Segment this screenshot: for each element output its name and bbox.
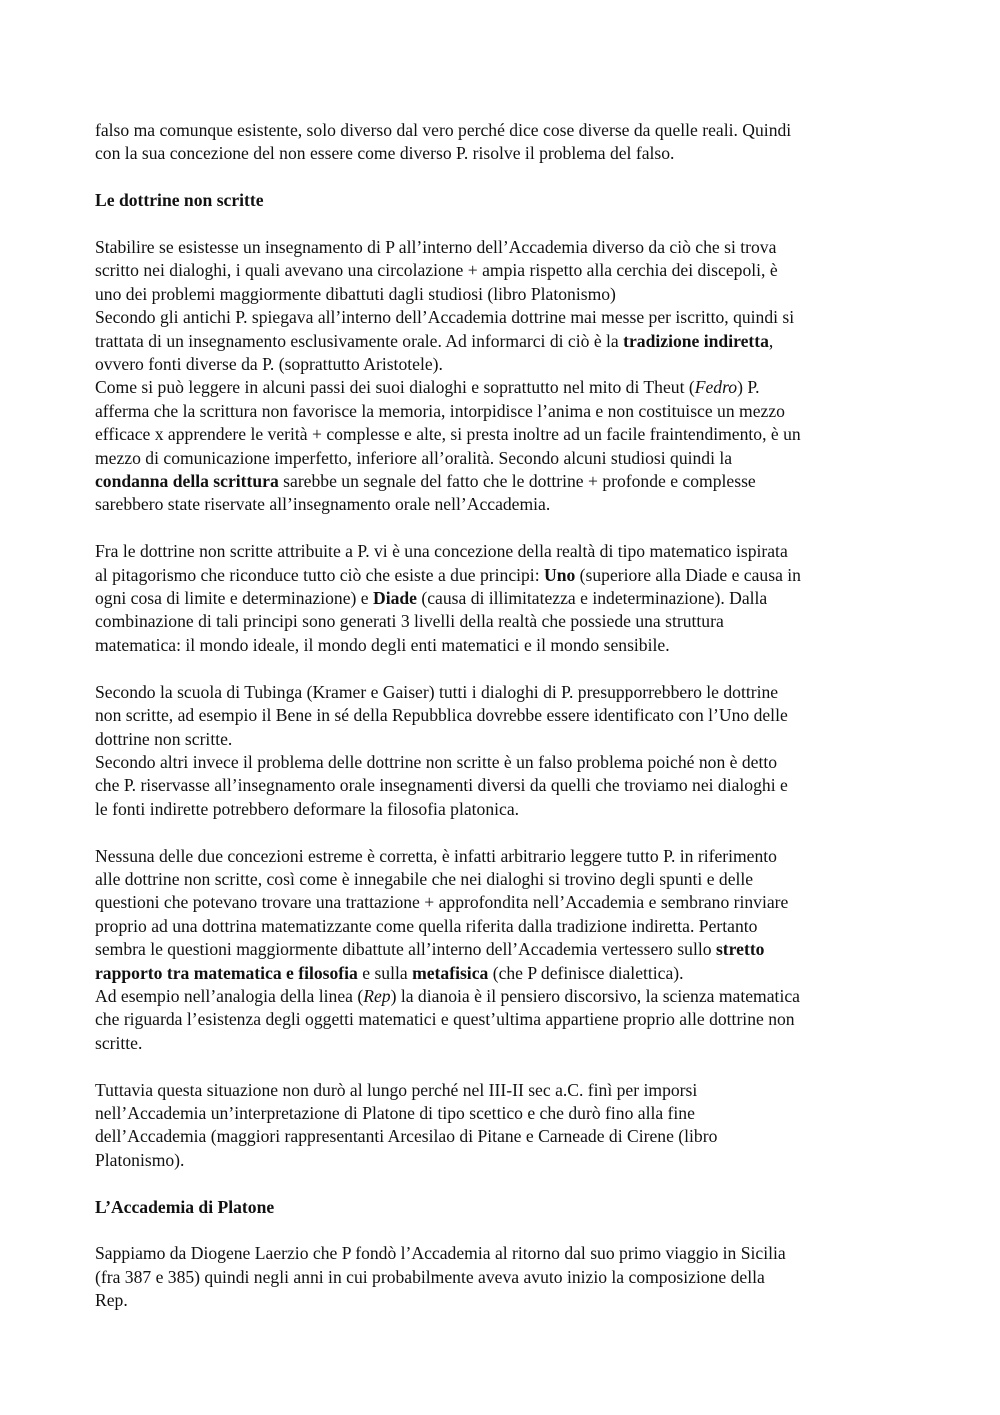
text-line: sembra le questioni maggiormente dibattute all’interno dell’Accademia vertessero sullo stretto — [95, 939, 765, 960]
bold-term: stretto — [715, 939, 765, 960]
text-line: che P. riservasse all’insegnamento orale insegnamenti diversi da quelli che troviamo nei dialoghi e — [95, 775, 788, 796]
text-line: alle dottrine non scritte, così come è innegabile che nei dialoghi si trovino degli spunti e delle — [95, 868, 754, 889]
text-line: condanna della scrittura sarebbe un segnale del fatto che le dottrine + profonde e complesse — [95, 471, 756, 492]
text-line: rapporto tra matematica e filosofia e sulla metafisica (che P definisce dialettica). — [95, 962, 684, 983]
text-line: Ad esempio nell’analogia della linea (Rep) la dianoia è il pensiero discorsivo, la scienza matematica — [95, 985, 800, 1006]
paragraph-tubinga — [95, 681, 915, 821]
text-line: falso ma comunque esistente, solo diverso dal vero perché dice cose diverse da quelle reali. Quindi — [95, 120, 792, 140]
bold-term: Uno — [543, 564, 576, 585]
text-line: al pitagorismo che riconduce tutto ciò che esiste a due principi: Uno (superiore alla Diade e causa in — [95, 564, 801, 585]
text-line: Platonismo). — [95, 1149, 185, 1170]
text-line: con la sua concezione del non essere come diverso P. risolve il problema del falso. — [95, 143, 675, 164]
paragraph-principi — [95, 540, 915, 657]
text-line: uno dei problemi maggiormente dibattuti dagli studiosi (libro Platonismo) — [95, 283, 616, 304]
text-line: Fra le dottrine non scritte attribuite a P. vi è una concezione della realtà di tipo matematico ispirata — [95, 541, 788, 562]
text-line: nell’Accademia un’interpretazione di Platone di tipo scettico e che durò fino alla fine — [95, 1102, 695, 1123]
bold-term: condanna della scrittura — [95, 471, 279, 492]
text-line: afferma che la scrittura non favorisce la memoria, intorpidisce l’anima e non costituisce un mezzo — [95, 400, 785, 421]
text-line: Secondo altri invece il problema delle dottrine non scritte è un falso problema poiché non è detto — [95, 751, 778, 772]
bold-term: tradizione indiretta — [623, 330, 769, 351]
text-line: non scritte, ad esempio il Bene in sé della Repubblica dovrebbe essere identificato con l’Uno delle — [95, 705, 788, 726]
text-line: Sappiamo da Diogene Laerzio che P fondò l’Accademia al ritorno dal suo primo viaggio in Sicilia — [95, 1243, 786, 1264]
paragraph-scettico — [95, 1079, 915, 1173]
text-line: Nessuna delle due concezioni estreme è corretta, è infatti arbitrario leggere tutto P. in riferimento — [95, 845, 777, 866]
text-line: trattata di un insegnamento esclusivamente orale. Ad informarci di ciò è la tradizione indiretta, — [95, 330, 774, 351]
text-line: dottrine non scritte. — [95, 728, 233, 749]
text-line: Stabilire se esistesse un insegnamento di P all’interno dell’Accademia diverso da ciò che si trova — [95, 237, 777, 257]
text-line: proprio ad una dottrina matematizzante come quella riferita dalla tradizione indiretta. Pertanto — [95, 915, 758, 936]
italic-term: Fedro — [694, 377, 738, 398]
text-line: Rep. — [95, 1290, 128, 1311]
text-line: le fonti indirette potrebbero deformare la filosofia platonica. — [95, 798, 520, 819]
text-line: scritto nei dialoghi, i quali avevano una circolazione + ampia rispetto alla cerchia dei discepoli, è — [95, 260, 778, 281]
section-heading-accademia: L’Accademia di Platone — [95, 1196, 275, 1217]
italic-term: Rep — [363, 985, 391, 1006]
text-line: Come si può leggere in alcuni passi dei suoi dialoghi e soprattutto nel mito di Theut (Fedro) P. — [95, 377, 760, 398]
text-line: Secondo gli antichi P. spiegava all’interno dell’Accademia dottrine mai messe per iscritto, quindi si — [95, 307, 795, 328]
paragraph-concezioni — [95, 845, 915, 1056]
section-heading-dottrine: Le dottrine non scritte — [95, 190, 264, 211]
text-line: questioni che potevano trovare una trattazione + approfondita nell’Accademia e sembrano rinviare — [95, 892, 789, 913]
text-line: combinazione di tali principi sono generati 3 livelli della realtà che possiede una struttura — [95, 611, 724, 632]
text-line: efficace x apprendere le verità + complesse e alte, si presta inoltre ad un facile fraintendimento, è un — [95, 424, 801, 445]
text-line: ogni cosa di limite e determinazione) e Diade (causa di illimitatezza e indeterminazione). Dalla — [95, 588, 768, 609]
paragraph-antichi — [95, 306, 915, 376]
text-line: matematica: il mondo ideale, il mondo degli enti matematici e il mondo sensibile. — [95, 634, 670, 655]
text-line: Tuttavia questa situazione non durò al lungo perché nel III-II sec a.C. finì per imporsi — [95, 1079, 698, 1100]
paragraph-scrittura — [95, 376, 915, 516]
text-line: (fra 387 e 385) quindi negli anni in cui probabilmente aveva avuto inizio la composizione della — [95, 1266, 765, 1287]
text-line: scritte. — [95, 1032, 143, 1053]
text-line: ovvero fonti diverse da P. (soprattutto Aristotele). — [95, 354, 443, 375]
bold-term: metafisica — [412, 962, 489, 983]
text-line: sarebbero state riservate all’insegnamento orale nell’Accademia. — [95, 494, 551, 515]
document-page — [95, 119, 915, 1313]
text-line: Secondo la scuola di Tubinga (Kramer e Gaiser) tutti i dialoghi di P. presupporrebbero le dottrine — [95, 681, 779, 702]
text-line: dell’Accademia (maggiori rappresentanti Arcesilao di Pitane e Carneade di Cirene (libro — [95, 1126, 718, 1147]
text-line: mezzo di comunicazione imperfetto, inferiore all’oralità. Secondo alcuni studiosi quindi la — [95, 447, 733, 468]
bold-term: Diade — [372, 588, 417, 609]
intro-paragraph — [95, 119, 915, 166]
paragraph-diogene — [95, 1242, 915, 1312]
bold-term: rapporto tra matematica e filosofia — [95, 962, 358, 983]
text-line: che riguarda l’esistenza degli oggetti matematici e quest’ultima appartiene proprio alle dottrine non — [95, 1009, 795, 1030]
paragraph-insegnamento — [95, 236, 915, 306]
